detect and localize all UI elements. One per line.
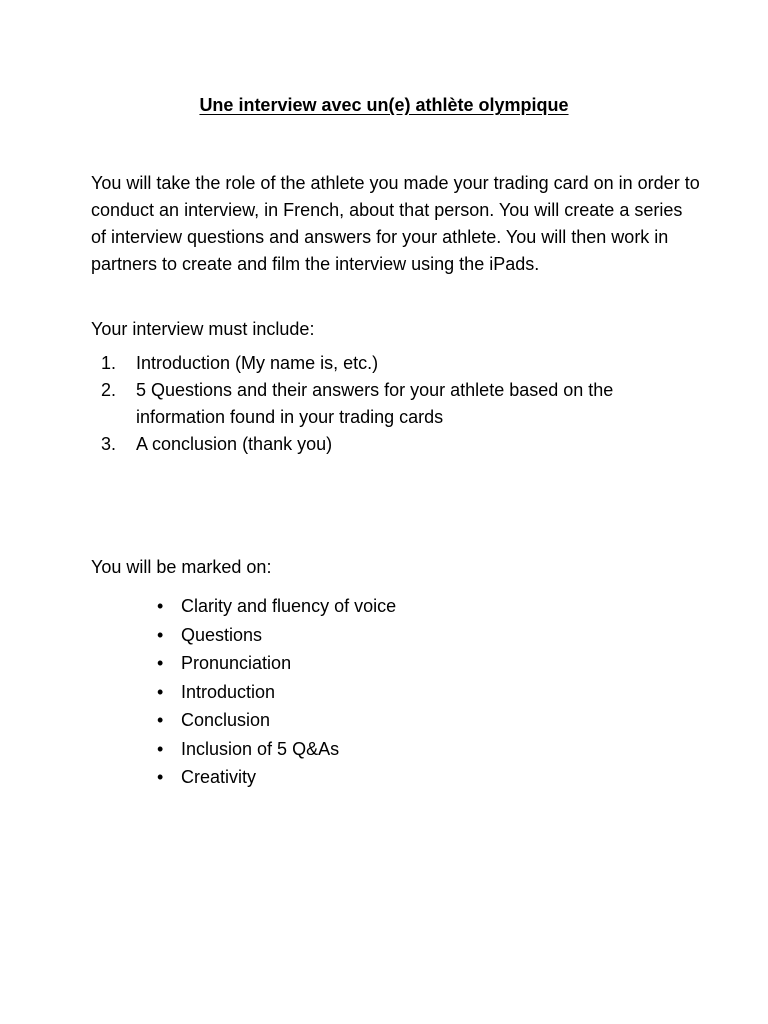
bullet-icon: • [157,624,164,645]
requirement-item [91,377,671,431]
criteria-item [155,592,396,621]
criteria-item [155,706,396,735]
bullet-icon: • [157,710,164,730]
criteria-text: Questions [181,624,263,645]
requirement-text: 5 Questions and their answers for your athlete based on the information found in your trading cards [136,380,614,427]
bullet-icon: • [157,653,164,673]
bullet-icon: • [157,738,164,759]
bullet-icon: • [157,681,164,702]
criteria-item [155,621,396,650]
requirement-text: Introduction (My name is, etc.) [136,353,379,373]
criteria-item [155,735,396,764]
requirement-item [91,350,671,377]
criteria-text: Creativity [181,767,257,787]
criteria-text: Pronunciation [181,653,292,673]
requirement-number: 1. [101,353,117,373]
criteria-text: Introduction [181,681,276,702]
bullet-icon: • [157,767,164,787]
criteria-text: Inclusion of 5 Q&As [181,738,340,759]
marked-on-label: You will be marked on: [91,557,272,577]
requirement-text: A conclusion (thank you) [136,434,333,454]
requirement-number: 2. [101,380,117,400]
must-include-label: Your interview must include: [91,319,315,339]
intro-paragraph: You will take the role of the athlete you made your trading card on in order to conduct an interview, in French, about that person. You will create a series of interview questions and answers for your athlete. You will then work in partners to create and film the interview using the iPads. [91,173,700,274]
criteria-item [155,763,396,792]
document-title: Une interview avec un(e) athlète olympique [199,95,569,115]
criteria-list [155,592,396,792]
criteria-item [155,649,396,678]
requirement-item [91,431,671,458]
requirement-number: 3. [101,434,117,454]
bullet-icon: • [157,596,164,616]
requirements-list [91,350,671,458]
criteria-text: Clarity and fluency of voice [181,596,397,616]
criteria-text: Conclusion [181,710,271,730]
criteria-item [155,678,396,707]
